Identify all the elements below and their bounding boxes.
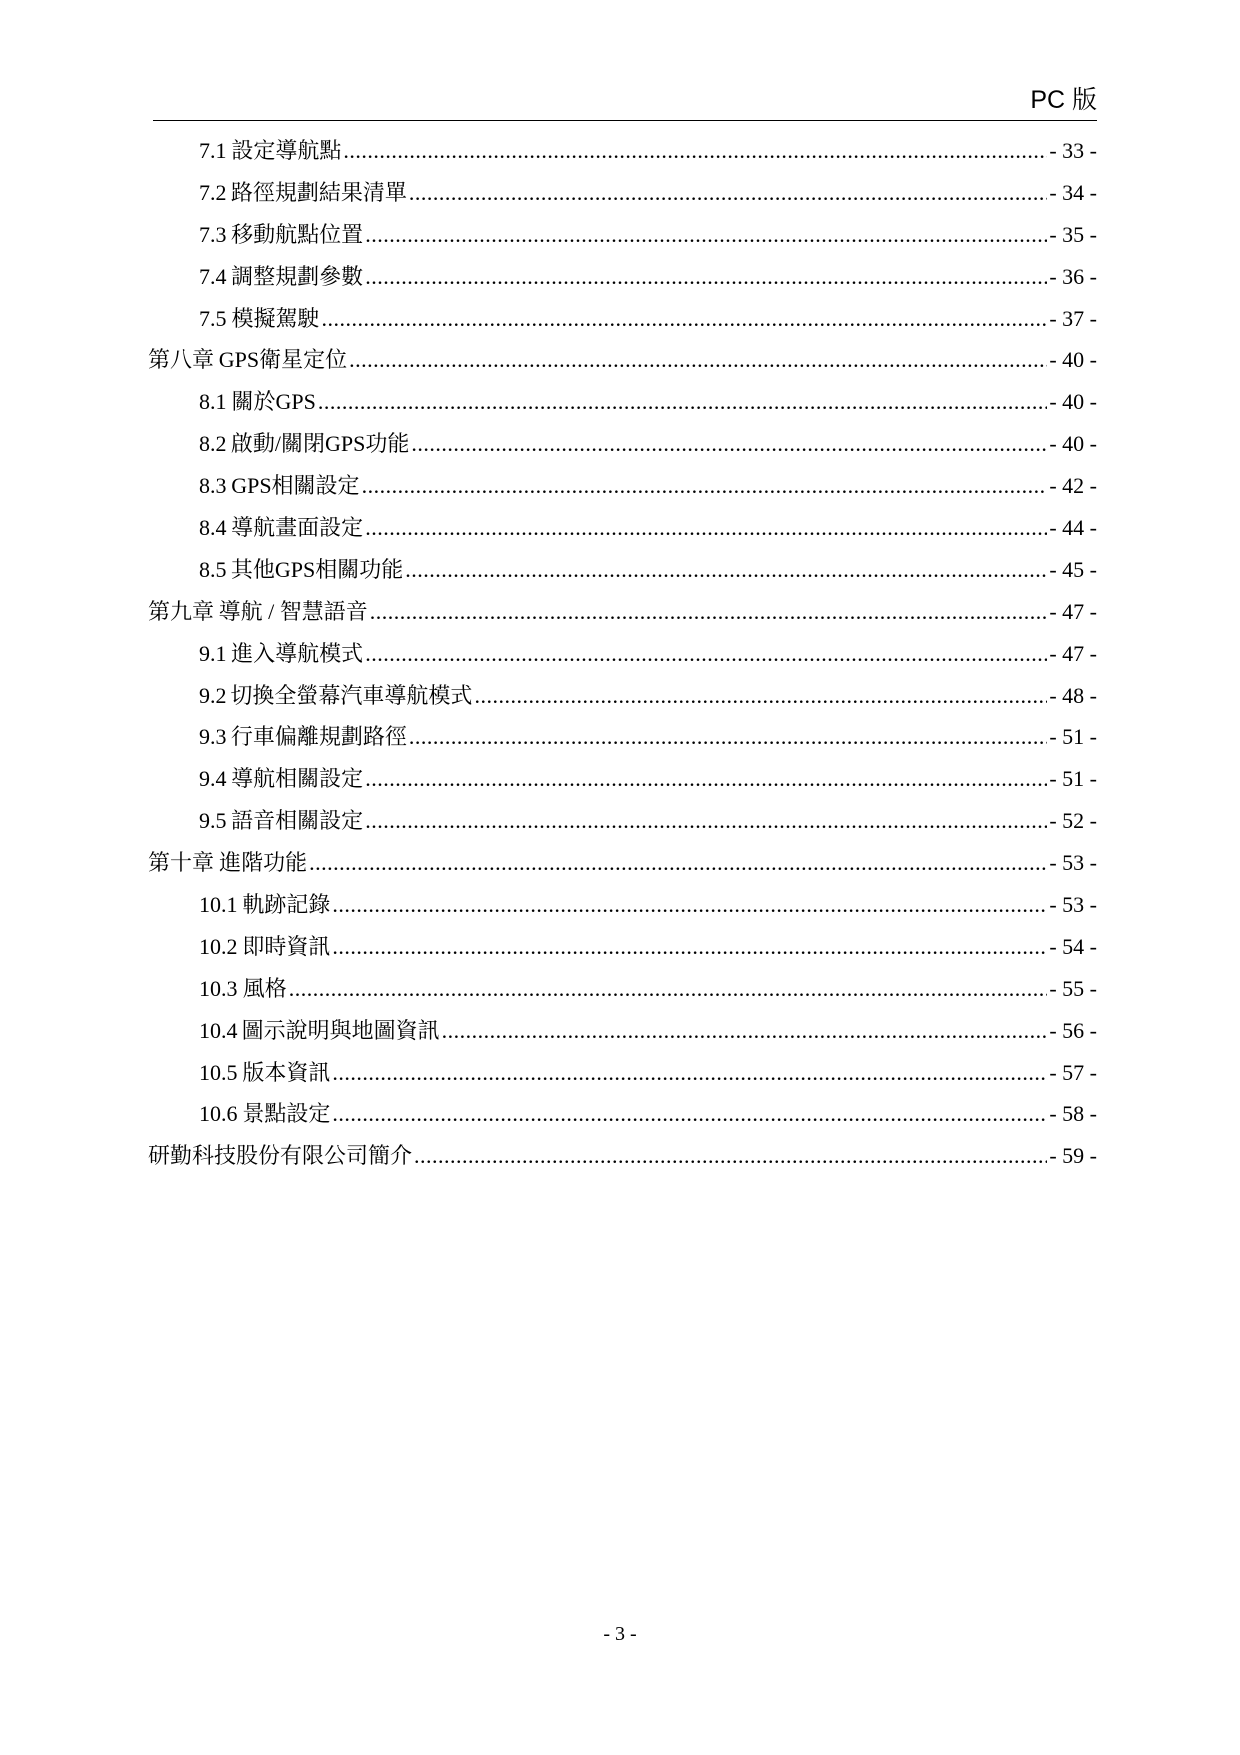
toc-entry[interactable] bbox=[148, 848, 1097, 890]
toc-entry-page: - 40 - bbox=[1049, 389, 1097, 415]
toc-entry-page: - 35 - bbox=[1049, 221, 1097, 247]
toc-entry-page: - 54 - bbox=[1049, 933, 1097, 959]
toc-entry-number: 10.4 bbox=[199, 1017, 238, 1043]
toc-entry-page: - 58 - bbox=[1049, 1101, 1097, 1127]
toc-dot-leader bbox=[289, 974, 1048, 1004]
toc-entry[interactable] bbox=[148, 1016, 1097, 1058]
toc-dot-leader bbox=[365, 639, 1047, 669]
toc-entry-page: - 45 - bbox=[1049, 556, 1097, 582]
toc-dot-leader bbox=[362, 471, 1048, 501]
toc-entry-page: - 57 - bbox=[1049, 1059, 1097, 1085]
toc-dot-leader bbox=[332, 890, 1047, 920]
toc-entry-title: 切換全螢幕汽車導航模式 bbox=[230, 682, 473, 708]
toc-dot-leader bbox=[365, 220, 1047, 250]
toc-entry-number: 9.2 bbox=[199, 682, 227, 708]
toc-dot-leader bbox=[309, 848, 1047, 878]
toc-entry-number: 10.5 bbox=[199, 1059, 238, 1085]
toc-entry-page: - 59 - bbox=[1049, 1143, 1097, 1169]
toc-entry-title: 研勤科技股份有限公司簡介 bbox=[148, 1143, 413, 1169]
toc-dot-leader bbox=[370, 597, 1048, 627]
toc-entry-page: - 56 - bbox=[1049, 1017, 1097, 1043]
toc-entry-title: 其他GPS相關功能 bbox=[230, 556, 404, 582]
toc-entry-number: 7.2 bbox=[199, 179, 227, 205]
toc-dot-leader bbox=[411, 429, 1047, 459]
toc-entry-number: 10.1 bbox=[199, 892, 238, 918]
toc-entry-number: 第十章 bbox=[148, 850, 215, 876]
toc-entry-title: GPS相關設定 bbox=[231, 473, 360, 499]
toc-entry-page: - 36 - bbox=[1049, 263, 1097, 289]
toc-entry[interactable] bbox=[148, 806, 1097, 848]
toc-entry-page: - 37 - bbox=[1049, 305, 1097, 331]
toc-entry-page: - 55 - bbox=[1049, 975, 1097, 1001]
toc-entry-title: 調整規劃參數 bbox=[231, 263, 364, 289]
toc-entry[interactable] bbox=[148, 387, 1097, 429]
toc-entry-number: 10.2 bbox=[199, 933, 238, 959]
toc-entry-title: 即時資訊 bbox=[242, 933, 331, 959]
toc-entry-number: 10.3 bbox=[199, 975, 238, 1001]
toc-entry-title: GPS衛星定位 bbox=[218, 347, 348, 373]
toc-entry[interactable] bbox=[148, 597, 1097, 639]
toc-entry[interactable] bbox=[148, 1099, 1097, 1141]
toc-entry[interactable] bbox=[148, 513, 1097, 555]
toc-dot-leader bbox=[349, 345, 1047, 375]
toc-entry-page: - 53 - bbox=[1049, 850, 1097, 876]
toc-dot-leader bbox=[409, 722, 1047, 752]
toc-entry-number: 9.3 bbox=[199, 724, 227, 750]
toc-dot-leader bbox=[365, 764, 1047, 794]
toc-dot-leader bbox=[442, 1016, 1048, 1046]
toc-entry-title: 風格 bbox=[242, 975, 287, 1001]
toc-dot-leader bbox=[318, 387, 1047, 417]
toc-entry[interactable] bbox=[148, 345, 1097, 387]
toc-dot-leader bbox=[332, 1058, 1047, 1088]
toc-entry-number: 8.3 bbox=[199, 473, 227, 499]
toc-entry-page: - 53 - bbox=[1049, 892, 1097, 918]
toc-entry-title: 版本資訊 bbox=[242, 1059, 331, 1085]
toc-entry-number: 8.5 bbox=[199, 556, 227, 582]
toc-dot-leader bbox=[321, 304, 1047, 334]
toc-entry-number: 7.1 bbox=[199, 138, 227, 163]
toc-entry-title: 圖示說明與地圖資訊 bbox=[241, 1017, 440, 1043]
toc-entry-number: 9.1 bbox=[199, 640, 227, 666]
toc-entry-page: - 52 - bbox=[1049, 808, 1097, 834]
toc-dot-leader bbox=[332, 932, 1047, 962]
toc-entry-title: 進入導航模式 bbox=[231, 640, 364, 666]
toc-entry-title: 模擬駕駛 bbox=[231, 305, 320, 331]
toc-entry-page: - 51 - bbox=[1049, 724, 1097, 750]
toc-entry[interactable] bbox=[148, 639, 1097, 681]
toc-entry[interactable] bbox=[148, 974, 1097, 1016]
toc-dot-leader bbox=[414, 1141, 1047, 1171]
toc-dot-leader bbox=[474, 681, 1047, 711]
toc-entry-page: - 47 - bbox=[1049, 598, 1097, 624]
toc-entry-number: 第八章 bbox=[148, 347, 215, 373]
page-header bbox=[153, 84, 1097, 121]
toc-dot-leader bbox=[343, 136, 1047, 166]
toc-entry-title: 導航畫面設定 bbox=[231, 515, 364, 541]
toc-entry-page: - 47 - bbox=[1049, 640, 1097, 666]
toc-entry-title: 行車偏離規劃路徑 bbox=[230, 724, 407, 750]
toc-entry-page: - 34 - bbox=[1049, 179, 1097, 205]
toc-entry-page: - 33 - bbox=[1049, 138, 1097, 163]
toc-entry-number: 8.1 bbox=[199, 389, 227, 415]
toc-entry-number: 8.4 bbox=[199, 515, 227, 541]
toc-entry-page: - 42 - bbox=[1049, 473, 1097, 499]
toc-entry-number: 7.5 bbox=[199, 305, 227, 331]
table-of-contents bbox=[148, 136, 1097, 1183]
toc-dot-leader bbox=[365, 513, 1047, 543]
toc-entry-page: - 40 - bbox=[1049, 347, 1097, 373]
toc-entry[interactable] bbox=[148, 890, 1097, 932]
page-number: - 3 - bbox=[603, 1623, 637, 1645]
toc-entry-page: - 40 - bbox=[1049, 431, 1097, 457]
toc-entry-number: 10.6 bbox=[199, 1101, 238, 1127]
toc-dot-leader bbox=[405, 555, 1047, 585]
toc-entry[interactable] bbox=[148, 1058, 1097, 1100]
toc-entry-number: 第九章 bbox=[148, 598, 215, 624]
toc-entry[interactable] bbox=[148, 1141, 1097, 1183]
toc-entry[interactable] bbox=[148, 262, 1097, 304]
toc-dot-leader bbox=[409, 178, 1047, 208]
toc-entry[interactable] bbox=[148, 681, 1097, 723]
toc-dot-leader bbox=[332, 1099, 1047, 1129]
toc-dot-leader bbox=[365, 806, 1047, 836]
toc-entry-title: 路徑規劃結果清單 bbox=[230, 179, 407, 205]
toc-entry-title: 設定導航點 bbox=[231, 138, 342, 163]
toc-entry-title: 關於GPS bbox=[231, 389, 316, 415]
toc-entry[interactable] bbox=[148, 722, 1097, 764]
toc-entry-title: 進階功能 bbox=[219, 850, 308, 876]
toc-entry-page: - 48 - bbox=[1049, 682, 1097, 708]
toc-entry-page: - 51 - bbox=[1049, 766, 1097, 792]
toc-dot-leader bbox=[365, 262, 1047, 292]
toc-entry[interactable] bbox=[148, 136, 1097, 178]
toc-entry-number: 7.4 bbox=[199, 263, 227, 289]
toc-entry-number: 9.4 bbox=[199, 766, 227, 792]
toc-entry-title: 移動航點位置 bbox=[231, 221, 364, 247]
toc-entry-title: 軌跡記錄 bbox=[242, 892, 331, 918]
toc-entry[interactable] bbox=[148, 471, 1097, 513]
toc-entry[interactable] bbox=[148, 555, 1097, 597]
toc-entry[interactable] bbox=[148, 429, 1097, 471]
toc-entry-number: 9.5 bbox=[199, 808, 227, 834]
toc-entry-title: 語音相關設定 bbox=[231, 808, 364, 834]
toc-entry-number: 7.3 bbox=[199, 221, 227, 247]
toc-entry-page: - 44 - bbox=[1049, 515, 1097, 541]
toc-entry-title: 導航 / 智慧語音 bbox=[218, 598, 368, 624]
toc-entry[interactable] bbox=[148, 178, 1097, 220]
toc-entry-number: 8.2 bbox=[199, 431, 227, 457]
header-label: PC 版 bbox=[1030, 86, 1097, 114]
toc-entry[interactable] bbox=[148, 220, 1097, 262]
toc-entry-title: 景點設定 bbox=[242, 1101, 331, 1127]
toc-entry[interactable] bbox=[148, 304, 1097, 346]
toc-entry[interactable] bbox=[148, 764, 1097, 806]
toc-entry-title: 啟動/關閉GPS功能 bbox=[230, 431, 410, 457]
toc-entry[interactable] bbox=[148, 932, 1097, 974]
toc-entry-title: 導航相關設定 bbox=[231, 766, 364, 792]
